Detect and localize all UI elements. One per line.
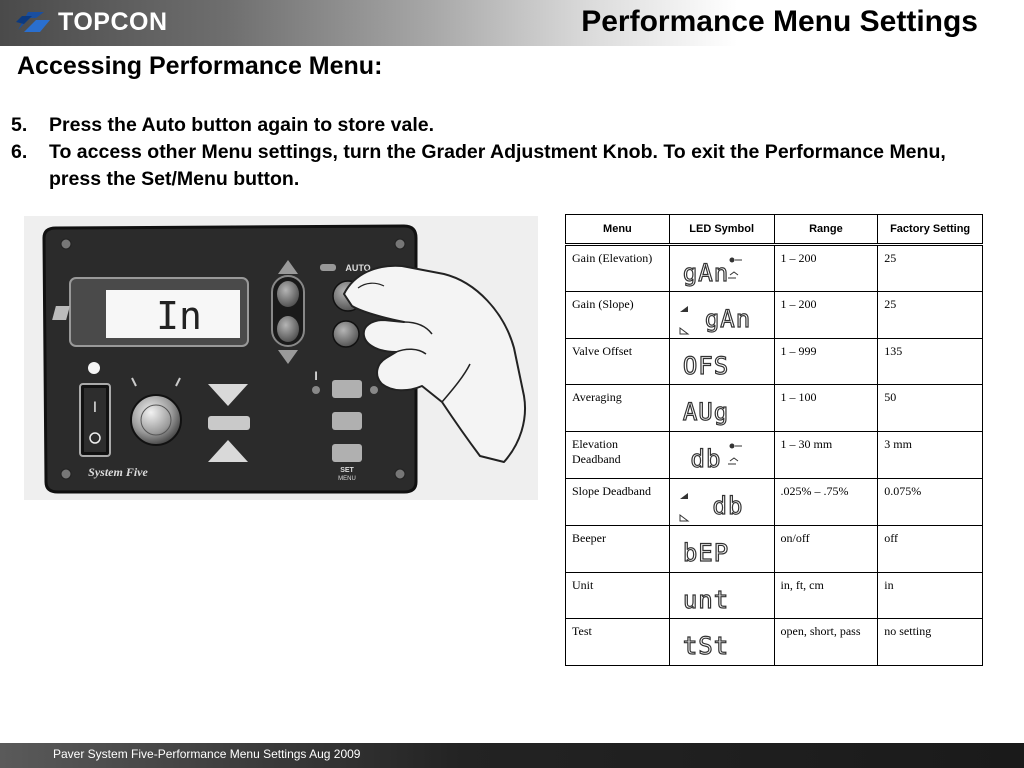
step-text: Press the Auto button again to store vale.	[49, 114, 435, 136]
range-cell: 1 – 30 mm	[774, 432, 878, 479]
slope-down-icon	[680, 515, 688, 521]
led-symbol-text: gAn	[682, 259, 730, 287]
step-number: 6.	[11, 141, 28, 163]
table-row	[566, 525, 983, 572]
step-item	[11, 112, 951, 139]
indicator-led	[312, 386, 320, 394]
factory-setting-cell: 3 mm	[878, 432, 983, 479]
menu-label: MENU	[338, 476, 356, 482]
table-row	[566, 338, 983, 385]
menu-cell: Valve Offset	[566, 338, 670, 385]
led-symbol-graphic	[670, 432, 774, 478]
step-item	[11, 139, 951, 193]
switch-on-mark: I	[92, 400, 98, 416]
side-button-2[interactable]	[332, 412, 362, 430]
led-symbol-graphic	[670, 292, 774, 338]
topcon-logo	[14, 6, 168, 38]
led-symbol-text: db	[690, 445, 722, 474]
led-symbol-graphic	[670, 619, 774, 665]
slope-up-icon	[680, 493, 688, 499]
led-symbol-graphic	[670, 246, 774, 292]
led-symbol-cell	[669, 478, 774, 525]
led-symbol-text: AUg	[682, 398, 730, 427]
footer-text: Paver System Five-Performance Menu Settings Aug 2009	[53, 747, 361, 761]
menu-cell: Test	[566, 619, 670, 666]
table-row	[566, 478, 983, 525]
led-symbol-cell	[669, 572, 774, 619]
table-row	[566, 619, 983, 666]
logo-text: TOPCON	[58, 7, 168, 36]
page-title: Performance Menu Settings	[581, 5, 978, 38]
led-symbol-cell	[669, 245, 774, 292]
led-symbol-graphic	[670, 573, 774, 619]
column-header: Range	[774, 215, 878, 245]
indicator-led	[370, 386, 378, 394]
topcon-logo-icon	[14, 8, 54, 36]
auto-label: AUTO	[345, 263, 371, 273]
column-header: LED Symbol	[669, 215, 774, 245]
column-header: Factory Setting	[878, 215, 983, 245]
elevation-sensor-icon	[728, 260, 742, 278]
step-number: 5.	[11, 114, 28, 136]
footer-band	[0, 743, 1024, 768]
led-symbol-cell	[669, 619, 774, 666]
table-header-row	[566, 215, 983, 245]
section-heading: Accessing Performance Menu:	[17, 52, 383, 80]
led-symbol-cell	[669, 385, 774, 432]
menu-cell: Slope Deadband	[566, 478, 670, 525]
step-text: To access other Menu settings, turn the Grader Adjustment Knob. To exit the Performance Menu, press the Set/Menu button.	[49, 141, 946, 190]
menu-cell: Gain (Elevation)	[566, 245, 670, 292]
factory-setting-cell: no setting	[878, 619, 983, 666]
center-button[interactable]	[208, 416, 250, 430]
system-five-controller-illustration	[24, 216, 538, 500]
menu-cell: Gain (Slope)	[566, 291, 670, 338]
factory-setting-cell: 50	[878, 385, 983, 432]
led-symbol-cell	[669, 432, 774, 479]
menu-cell: Elevation Deadband	[566, 432, 670, 479]
elevation-sensor-icon	[728, 446, 742, 464]
led-symbol-text: unt	[682, 585, 730, 614]
factory-setting-cell: 135	[878, 338, 983, 385]
range-cell: 1 – 200	[774, 291, 878, 338]
led-symbol-cell	[669, 525, 774, 572]
range-cell: .025% – .75%	[774, 478, 878, 525]
standby-button[interactable]	[333, 321, 359, 347]
performance-menu-table	[565, 214, 983, 666]
factory-setting-cell: off	[878, 525, 983, 572]
factory-setting-cell: 25	[878, 291, 983, 338]
table-body	[566, 245, 983, 666]
auto-led	[320, 264, 336, 271]
header-band	[0, 0, 1024, 46]
rocker-up[interactable]	[277, 281, 299, 307]
table-row	[566, 291, 983, 338]
set-label: SET	[340, 467, 354, 474]
table-row	[566, 385, 983, 432]
table-row	[566, 432, 983, 479]
table-row	[566, 572, 983, 619]
menu-cell: Averaging	[566, 385, 670, 432]
menu-cell: Beeper	[566, 525, 670, 572]
column-header: Menu	[566, 215, 670, 245]
factory-setting-cell: in	[878, 572, 983, 619]
rocker-down[interactable]	[277, 316, 299, 342]
grader-adjustment-knob[interactable]	[131, 395, 181, 445]
range-cell: on/off	[774, 525, 878, 572]
range-cell: in, ft, cm	[774, 572, 878, 619]
elevation-dot-icon	[729, 444, 734, 449]
slope-up-icon	[680, 306, 688, 312]
screw-icon	[61, 469, 71, 479]
slope-down-icon	[680, 328, 688, 334]
screw-icon	[395, 239, 405, 249]
led-symbol-text: db	[712, 491, 744, 520]
led-symbol-cell	[669, 338, 774, 385]
led-symbol-graphic	[670, 526, 774, 572]
menu-cell: Unit	[566, 572, 670, 619]
table-row	[566, 245, 983, 292]
screw-icon	[395, 469, 405, 479]
range-cell: 1 – 200	[774, 245, 878, 292]
side-button-1[interactable]	[332, 380, 362, 398]
led-symbol-cell	[669, 291, 774, 338]
range-cell: 1 – 100	[774, 385, 878, 432]
range-cell: 1 – 999	[774, 338, 878, 385]
led-symbol-text: tSt	[682, 632, 730, 661]
led-symbol-text: OFS	[682, 351, 730, 380]
elevation-icon: I	[314, 369, 318, 383]
screw-icon	[61, 239, 71, 249]
model-label: System Five	[88, 465, 148, 479]
led-symbol-graphic	[670, 339, 774, 385]
led-symbol-text: gAn	[704, 304, 752, 333]
led-symbol-graphic	[670, 385, 774, 431]
factory-setting-cell: 0.075%	[878, 478, 983, 525]
steps-list	[11, 112, 951, 193]
factory-setting-cell: 25	[878, 245, 983, 292]
range-cell: open, short, pass	[774, 619, 878, 666]
led-symbol-graphic	[670, 479, 774, 525]
display-readout: In	[156, 294, 202, 338]
power-led	[88, 362, 100, 374]
elevation-dot-icon	[729, 258, 734, 263]
set-menu-button[interactable]	[332, 444, 362, 462]
led-symbol-text: bEP	[682, 538, 730, 567]
